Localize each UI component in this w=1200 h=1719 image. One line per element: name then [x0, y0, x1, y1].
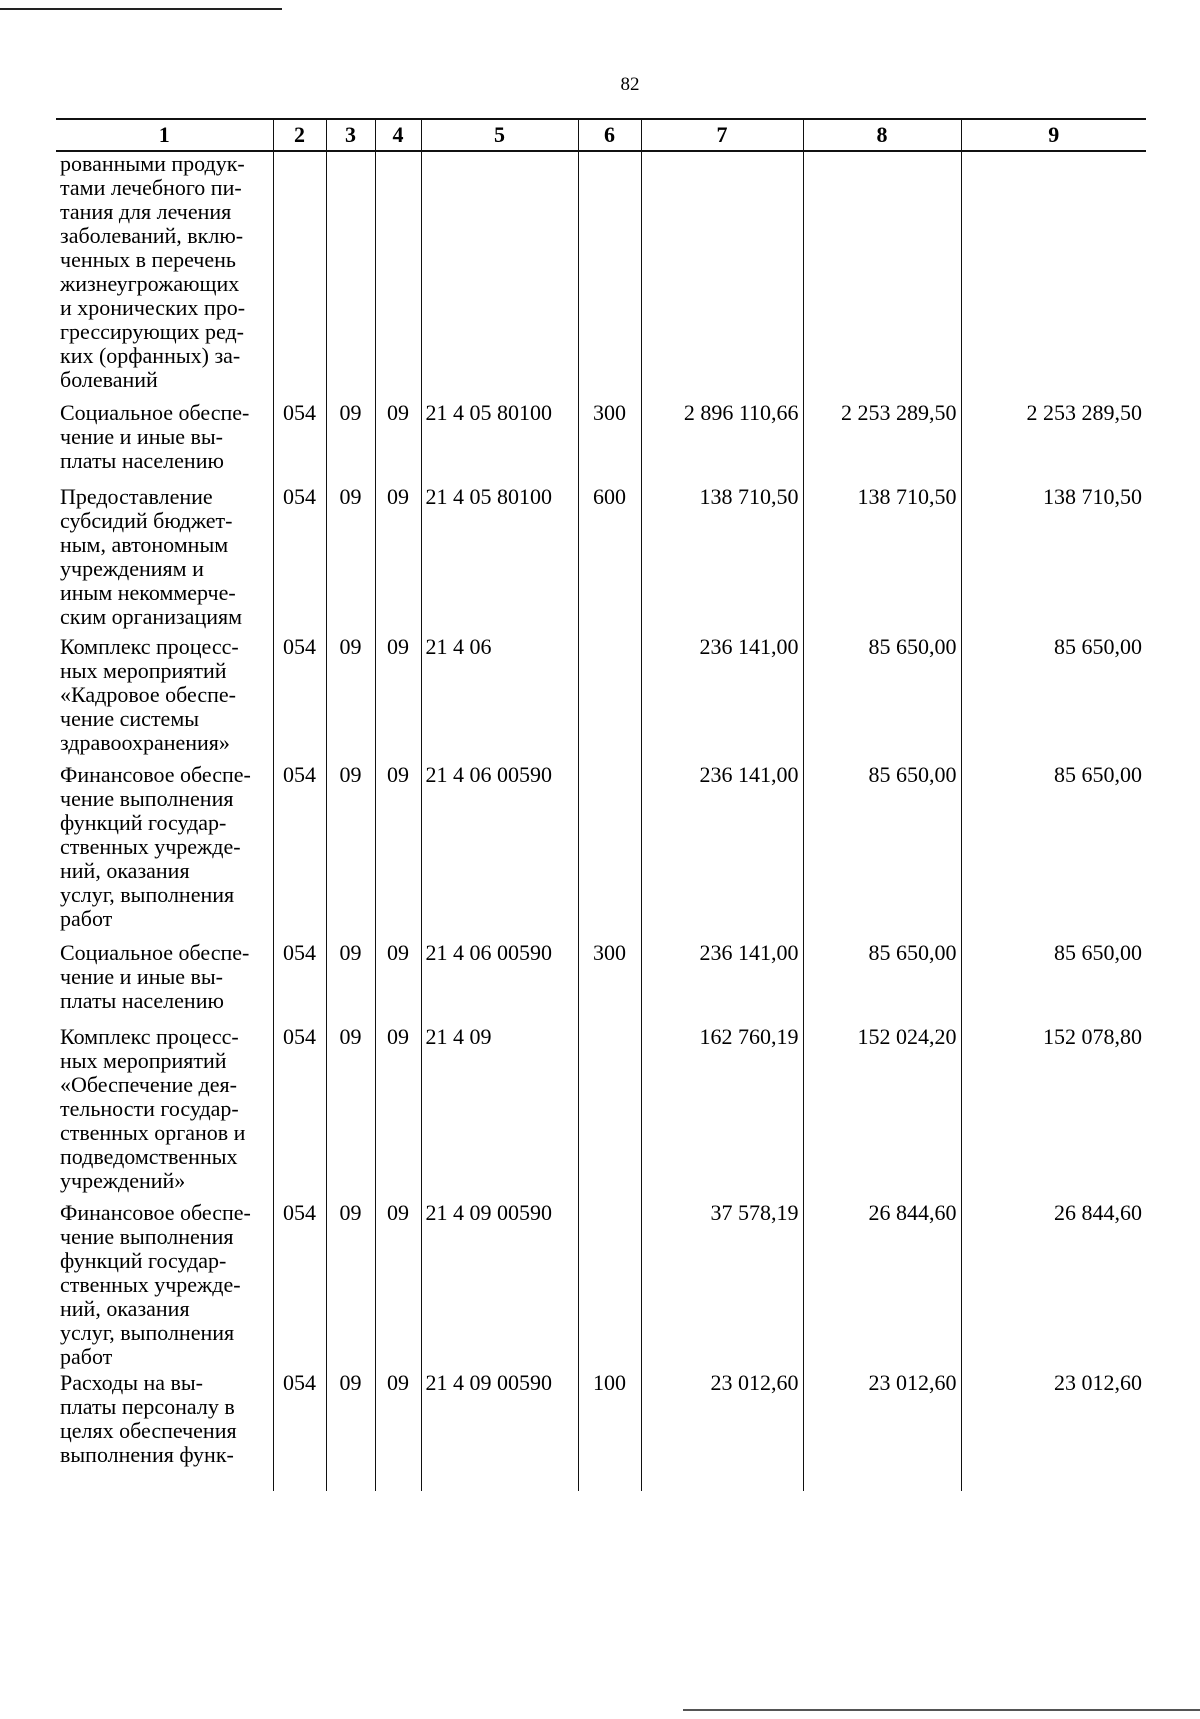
cell-subsection: 09 — [375, 1201, 421, 1371]
header-col-1: 1 — [56, 119, 273, 151]
top-rule — [0, 8, 282, 10]
name-line: Финансовое обеспе- — [60, 1201, 251, 1225]
cell-amount-col8: 26 844,60 — [803, 1201, 961, 1371]
name-line: тельности государ- — [60, 1096, 239, 1121]
header-col-7: 7 — [641, 119, 803, 151]
header-col-9: 9 — [961, 119, 1146, 151]
cell-amount-col9 — [961, 151, 1146, 401]
cell-target-article: 21 4 09 00590 — [421, 1371, 578, 1491]
name-line: целях обеспечения — [60, 1418, 237, 1443]
name-line: ний, оказания — [60, 1296, 190, 1321]
name-line: подведомственных — [60, 1144, 238, 1169]
name-line: Комплекс процесс- — [60, 635, 239, 659]
cell-amount-col8: 138 710,50 — [803, 485, 961, 635]
cell-name — [56, 485, 273, 635]
cell-amount-col9: 138 710,50 — [961, 485, 1146, 635]
name-line: чение выполнения — [60, 786, 234, 811]
name-line: чение и иные вы- — [60, 964, 224, 989]
cell-name — [56, 1371, 273, 1491]
name-line: Финансовое обеспе- — [60, 763, 251, 787]
cell-name — [56, 1025, 273, 1201]
table-row — [56, 1025, 1146, 1201]
cell-section: 09 — [326, 1025, 375, 1201]
name-line: учреждений» — [60, 1168, 186, 1193]
name-line: рованными продук- — [60, 151, 245, 176]
name-line: субсидий бюджет- — [60, 508, 233, 533]
cell-target-article: 21 4 09 00590 — [421, 1201, 578, 1371]
cell-amount-col8: 23 012,60 — [803, 1371, 961, 1491]
name-line: ственных учрежде- — [60, 1272, 241, 1297]
cell-name — [56, 941, 273, 1025]
cell-amount-col7: 37 578,19 — [641, 1201, 803, 1371]
cell-amount-col9: 152 078,80 — [961, 1025, 1146, 1201]
name-line: платы населению — [60, 448, 224, 473]
cell-name — [56, 1201, 273, 1371]
bottom-rule — [683, 1709, 1200, 1711]
cell-amount-col8: 85 650,00 — [803, 635, 961, 763]
header-col-6: 6 — [578, 119, 641, 151]
table-row — [56, 1371, 1146, 1491]
name-line: Комплекс процесс- — [60, 1025, 239, 1049]
cell-section: 09 — [326, 485, 375, 635]
name-line: чение выполнения — [60, 1224, 234, 1249]
name-line: болеваний — [60, 367, 158, 392]
name-line: учреждениям и — [60, 556, 204, 581]
name-line: и хронических про- — [60, 295, 246, 320]
cell-section — [326, 151, 375, 401]
cell-section: 09 — [326, 635, 375, 763]
cell-admin-code: 054 — [273, 401, 326, 485]
cell-amount-col9: 85 650,00 — [961, 763, 1146, 941]
cell-target-article: 21 4 06 00590 — [421, 941, 578, 1025]
page-number: 82 — [620, 74, 640, 95]
cell-expense-type — [578, 1201, 641, 1371]
name-line: ственных учрежде- — [60, 834, 241, 859]
name-line: ным, автономным — [60, 532, 229, 557]
name-line: платы персоналу в — [60, 1394, 235, 1419]
cell-amount-col7: 236 141,00 — [641, 763, 803, 941]
name-line: работ — [60, 1344, 113, 1369]
name-line: Предоставление — [60, 485, 213, 509]
name-line: работ — [60, 906, 113, 931]
header-col-4: 4 — [375, 119, 421, 151]
cell-subsection: 09 — [375, 941, 421, 1025]
name-line: Расходы на вы- — [60, 1371, 204, 1395]
budget-table — [56, 118, 1146, 1491]
cell-target-article: 21 4 06 — [421, 635, 578, 763]
cell-section: 09 — [326, 763, 375, 941]
table-row — [56, 1201, 1146, 1371]
cell-amount-col9: 26 844,60 — [961, 1201, 1146, 1371]
table-header — [56, 119, 1146, 151]
cell-admin-code: 054 — [273, 1371, 326, 1491]
cell-admin-code: 054 — [273, 941, 326, 1025]
cell-admin-code: 054 — [273, 763, 326, 941]
cell-section: 09 — [326, 401, 375, 485]
name-line: грессирующих ред- — [60, 319, 244, 344]
name-line: здравоохранения» — [60, 730, 230, 755]
cell-target-article — [421, 151, 578, 401]
name-line: услуг, выполнения — [60, 882, 235, 907]
name-line: платы населению — [60, 988, 224, 1013]
table-body — [56, 151, 1146, 1491]
cell-name — [56, 151, 273, 401]
cell-amount-col9: 2 253 289,50 — [961, 401, 1146, 485]
table-row — [56, 763, 1146, 941]
name-line: ственных органов и — [60, 1120, 246, 1145]
cell-subsection: 09 — [375, 763, 421, 941]
header-col-5: 5 — [421, 119, 578, 151]
cell-amount-col9: 85 650,00 — [961, 941, 1146, 1025]
name-line: тания для лечения — [60, 199, 232, 224]
cell-target-article: 21 4 05 80100 — [421, 485, 578, 635]
cell-subsection: 09 — [375, 1025, 421, 1201]
cell-subsection: 09 — [375, 635, 421, 763]
cell-amount-col9: 85 650,00 — [961, 635, 1146, 763]
cell-amount-col7 — [641, 151, 803, 401]
name-line: «Кадровое обеспе- — [60, 682, 236, 707]
cell-amount-col7: 23 012,60 — [641, 1371, 803, 1491]
cell-expense-type — [578, 1025, 641, 1201]
table-row — [56, 151, 1146, 401]
cell-amount-col8: 85 650,00 — [803, 763, 961, 941]
name-line: услуг, выполнения — [60, 1320, 235, 1345]
header-col-2: 2 — [273, 119, 326, 151]
name-line: выполнения функ- — [60, 1442, 234, 1467]
cell-amount-col8: 152 024,20 — [803, 1025, 961, 1201]
cell-expense-type — [578, 151, 641, 401]
table-row — [56, 941, 1146, 1025]
name-line: чение и иные вы- — [60, 424, 224, 449]
cell-admin-code — [273, 151, 326, 401]
cell-section: 09 — [326, 1201, 375, 1371]
cell-admin-code: 054 — [273, 485, 326, 635]
name-line: Социальное обеспе- — [60, 941, 250, 965]
cell-target-article: 21 4 05 80100 — [421, 401, 578, 485]
name-line: ченных в перечень — [60, 247, 236, 272]
table-row — [56, 485, 1146, 635]
cell-amount-col7: 236 141,00 — [641, 941, 803, 1025]
name-line: жизнеугрожающих — [60, 271, 240, 296]
cell-expense-type: 300 — [578, 941, 641, 1025]
name-line: иным некоммерче- — [60, 580, 236, 605]
name-line: ных мероприятий — [60, 1048, 227, 1073]
name-line: заболеваний, вклю- — [60, 223, 244, 248]
cell-amount-col8 — [803, 151, 961, 401]
cell-subsection — [375, 151, 421, 401]
name-line: Социальное обеспе- — [60, 401, 250, 425]
table-row — [56, 635, 1146, 763]
header-col-8: 8 — [803, 119, 961, 151]
name-line: тами лечебного пи- — [60, 175, 242, 200]
name-line: «Обеспечение дея- — [60, 1072, 237, 1097]
cell-amount-col7: 138 710,50 — [641, 485, 803, 635]
cell-expense-type: 600 — [578, 485, 641, 635]
name-line: ским организациям — [60, 604, 243, 629]
cell-amount-col7: 236 141,00 — [641, 635, 803, 763]
cell-amount-col8: 85 650,00 — [803, 941, 961, 1025]
cell-amount-col7: 162 760,19 — [641, 1025, 803, 1201]
name-line: ких (орфанных) за- — [60, 343, 241, 368]
cell-target-article: 21 4 06 00590 — [421, 763, 578, 941]
cell-amount-col9: 23 012,60 — [961, 1371, 1146, 1491]
cell-target-article: 21 4 09 — [421, 1025, 578, 1201]
cell-amount-col8: 2 253 289,50 — [803, 401, 961, 485]
cell-amount-col7: 2 896 110,66 — [641, 401, 803, 485]
cell-name — [56, 401, 273, 485]
cell-admin-code: 054 — [273, 1025, 326, 1201]
name-line: функций государ- — [60, 810, 227, 835]
cell-section: 09 — [326, 941, 375, 1025]
cell-admin-code: 054 — [273, 635, 326, 763]
header-col-3: 3 — [326, 119, 375, 151]
cell-expense-type — [578, 635, 641, 763]
name-line: ных мероприятий — [60, 658, 227, 683]
name-line: чение системы — [60, 706, 200, 731]
cell-subsection: 09 — [375, 401, 421, 485]
cell-expense-type: 100 — [578, 1371, 641, 1491]
header-row — [56, 119, 1146, 151]
cell-admin-code: 054 — [273, 1201, 326, 1371]
cell-expense-type — [578, 763, 641, 941]
cell-name — [56, 635, 273, 763]
cell-name — [56, 763, 273, 941]
cell-section: 09 — [326, 1371, 375, 1491]
cell-subsection: 09 — [375, 485, 421, 635]
cell-expense-type: 300 — [578, 401, 641, 485]
name-line: функций государ- — [60, 1248, 227, 1273]
name-line: ний, оказания — [60, 858, 190, 883]
table-row — [56, 401, 1146, 485]
cell-subsection: 09 — [375, 1371, 421, 1491]
